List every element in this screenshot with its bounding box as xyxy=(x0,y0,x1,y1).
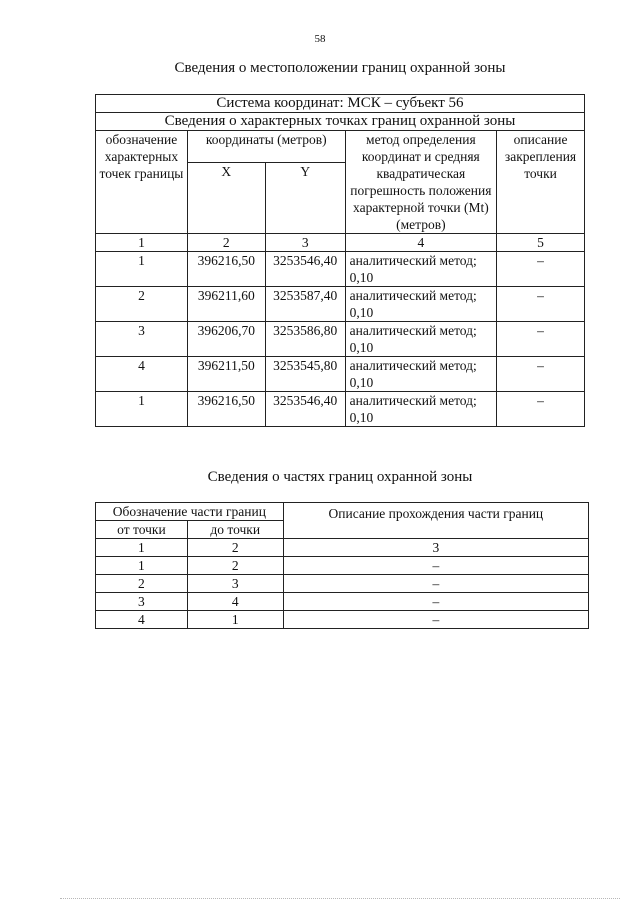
cell-fix: – xyxy=(497,287,585,322)
coordinates-table xyxy=(95,94,585,427)
cell-fix: – xyxy=(497,252,585,287)
cell-method: аналитический метод; 0,10 xyxy=(345,392,496,427)
header-x: X xyxy=(187,163,265,234)
header-coords: координаты (метров) xyxy=(187,131,345,163)
table-row xyxy=(96,392,585,427)
parts-table xyxy=(95,502,589,629)
header-fix: описание закрепления точки xyxy=(497,131,585,234)
cell-point: 1 xyxy=(96,392,188,427)
header-method: метод определения координат и средняя квадратическая погрешность положения характерной точки (Mt) (метров) xyxy=(345,131,496,234)
col-num: 1 xyxy=(96,539,188,557)
cell-x: 396216,50 xyxy=(187,252,265,287)
cell-desc: – xyxy=(283,593,588,611)
table-row xyxy=(96,575,589,593)
cell-fix: – xyxy=(497,322,585,357)
cell-x: 396206,70 xyxy=(187,322,265,357)
col-num: 4 xyxy=(345,234,496,252)
section-heading: Сведения о характерных точках границ охранной зоны xyxy=(96,113,585,131)
cell-fix: – xyxy=(497,392,585,427)
header-from: от точки xyxy=(96,521,188,539)
col-num: 2 xyxy=(187,234,265,252)
table-row xyxy=(96,593,589,611)
column-number-row xyxy=(96,539,589,557)
cell-y: 3253546,40 xyxy=(265,252,345,287)
table-row xyxy=(96,357,585,392)
cell-fix: – xyxy=(497,357,585,392)
cell-from: 3 xyxy=(96,593,188,611)
cell-method: аналитический метод; 0,10 xyxy=(345,252,496,287)
cell-to: 3 xyxy=(187,575,283,593)
table-row xyxy=(96,611,589,629)
cell-to: 2 xyxy=(187,557,283,575)
document-title: Сведения о местоположении границ охранной зоны xyxy=(174,60,506,76)
col-num: 2 xyxy=(187,539,283,557)
footer-artifact xyxy=(60,898,620,901)
col-num: 1 xyxy=(96,234,188,252)
col-num: 3 xyxy=(265,234,345,252)
cell-from: 4 xyxy=(96,611,188,629)
cell-to: 1 xyxy=(187,611,283,629)
cell-point: 1 xyxy=(96,252,188,287)
page-number: 58 xyxy=(314,33,326,45)
parts-title: Сведения о частях границ охранной зоны xyxy=(207,469,473,485)
table-row xyxy=(96,322,585,357)
cell-point: 4 xyxy=(96,357,188,392)
table-row xyxy=(96,252,585,287)
cell-y: 3253546,40 xyxy=(265,392,345,427)
header-to: до точки xyxy=(187,521,283,539)
cell-y: 3253586,80 xyxy=(265,322,345,357)
cell-from: 1 xyxy=(96,557,188,575)
cell-desc: – xyxy=(283,575,588,593)
header-y: Y xyxy=(265,163,345,234)
cell-method: аналитический метод; 0,10 xyxy=(345,322,496,357)
cell-y: 3253545,80 xyxy=(265,357,345,392)
cell-point: 2 xyxy=(96,287,188,322)
cell-method: аналитический метод; 0,10 xyxy=(345,287,496,322)
cell-to: 4 xyxy=(187,593,283,611)
cell-x: 396211,60 xyxy=(187,287,265,322)
header-designation: Обозначение части границ xyxy=(96,503,284,521)
cell-desc: – xyxy=(283,557,588,575)
header-description: Описание прохождения части границ xyxy=(283,503,588,539)
table-row xyxy=(96,287,585,322)
cell-x: 396211,50 xyxy=(187,357,265,392)
coordinate-system: Система координат: МСК – субъект 56 xyxy=(96,95,585,113)
col-num: 5 xyxy=(497,234,585,252)
column-number-row xyxy=(96,234,585,252)
col-num: 3 xyxy=(283,539,588,557)
cell-point: 3 xyxy=(96,322,188,357)
cell-desc: – xyxy=(283,611,588,629)
cell-from: 2 xyxy=(96,575,188,593)
cell-x: 396216,50 xyxy=(187,392,265,427)
cell-y: 3253587,40 xyxy=(265,287,345,322)
header-point: обозначение характерных точек границы xyxy=(96,131,188,234)
table-row xyxy=(96,557,589,575)
cell-method: аналитический метод; 0,10 xyxy=(345,357,496,392)
